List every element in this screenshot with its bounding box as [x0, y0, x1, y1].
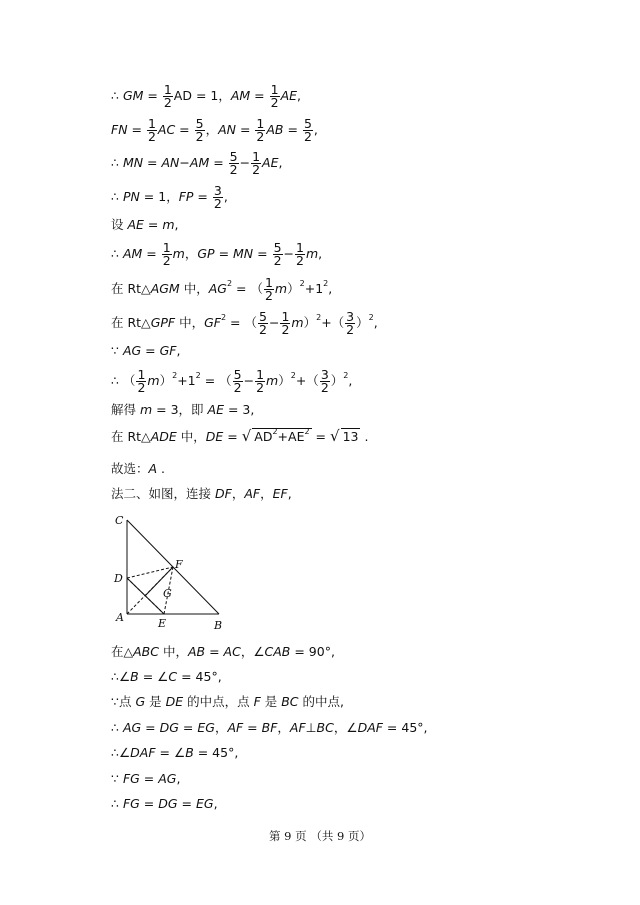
solution-line-9: ∵ AG = GF, — [111, 343, 181, 358]
solution-line-3: ∴ MN = AN−AM = $\frac{5}{2}$ − $\frac{1}{2}$ AE, — [111, 149, 283, 177]
page-footer: 第 9 页 （共 9 页） — [269, 829, 371, 843]
solution-line-18: ∴ AG = DG = EG，AF = BF，AF⊥BC，∠DAF = 45°, — [111, 720, 428, 735]
label-f: F — [175, 558, 183, 571]
solution-line-1: ∴ GM = $\frac{1}{2}$ AD = 1，AM = $\frac{1}{2}$ AE, — [111, 82, 302, 110]
label-a: A — [116, 611, 124, 624]
label-c: C — [115, 514, 124, 527]
geometry-figure — [108, 510, 233, 635]
label-b: B — [214, 619, 223, 632]
solution-line-14: 法二、如图，连接 DF，AF，EF, — [111, 486, 292, 501]
solution-line-17: ∵点 G 是 DE 的中点，点 F 是 BC 的中点, — [111, 694, 344, 709]
label-e: E — [158, 617, 167, 630]
solution-line-13: 故选：A . — [111, 461, 166, 476]
solution-line-7: 在 Rt△AGM 中，$AG^2$ = （ $\frac{1}{2}$ $m)^2+1^2$, — [111, 275, 333, 303]
solution-line-21: ∴ FG = DG = EG, — [111, 796, 218, 811]
solution-line-11: 解得 m = 3，即 AE = 3, — [111, 402, 255, 417]
solution-line-4: ∴ PN = 1，FP = $\frac{3}{2}$ , — [111, 183, 228, 211]
solution-line-19: ∴∠DAF = ∠B = 45°, — [111, 745, 239, 760]
solution-line-8: 在 Rt△GPF 中，$GF^2$ = （ $\frac{5}{2}$ − $\frac{1}{2}$ m）$^2$+（ $\frac{3}{2}$ ）$^2$, — [111, 309, 378, 337]
solution-line-12: 在 Rt△ADE 中，DE = √ $AD^2+AE^2$ = √ 13 . — [111, 427, 369, 445]
label-g: G — [163, 587, 172, 600]
solution-line-20: ∵ FG = AG, — [111, 771, 181, 786]
label-d: D — [114, 572, 123, 585]
solution-line-10: ∴ （ $\frac{1}{2}$ $m)^2+1^2$ = （ $\frac{5}{2}$ − $\frac{1}{2}$ m）$^2$+（ $\frac{3}{2}$ ）$^2$, — [111, 367, 353, 395]
solution-line-15: 在△ABC 中，AB = AC，∠CAB = 90°, — [111, 644, 335, 659]
solution-line-16: ∴∠B = ∠C = 45°, — [111, 669, 222, 684]
solution-line-5: 设 AE = m, — [111, 217, 179, 232]
solution-line-2: FN = $\frac{1}{2}$ AC = $\frac{5}{2}$ ，AN = $\frac{1}{2}$ AB = $\frac{5}{2}$ , — [111, 116, 318, 144]
solution-line-6: ∴ AM = $\frac{1}{2}$ m，GP = MN = $\frac{5}{2}$ − $\frac{1}{2}$ m, — [111, 240, 323, 268]
